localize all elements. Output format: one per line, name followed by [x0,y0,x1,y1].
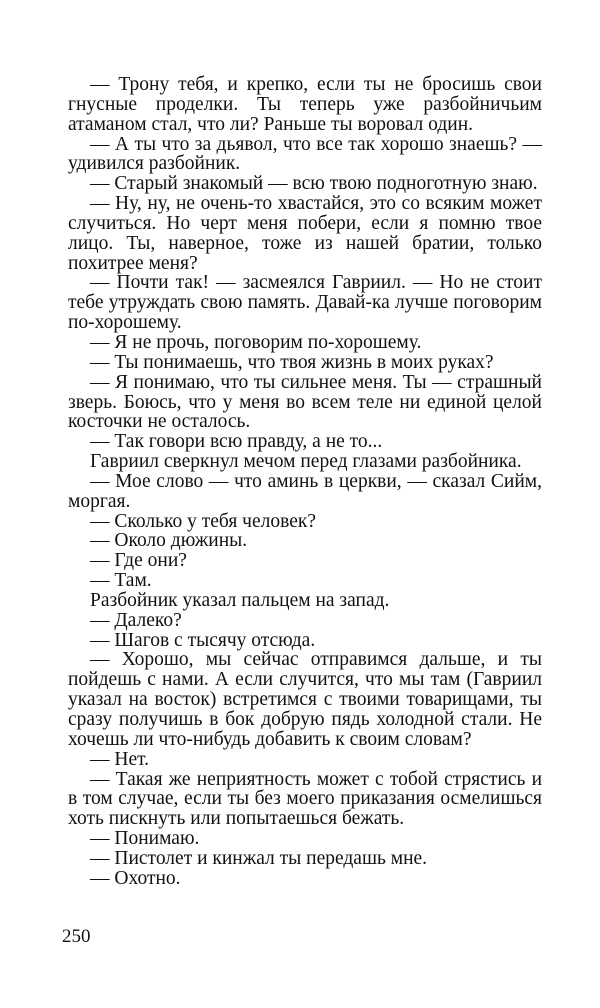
paragraph: Разбойник указал пальцем на запад. [90,589,390,611]
paragraph: — Сколько у тебя человек? [90,510,316,532]
paragraph: — Старый знакомый — всю твою подноготную знаю. [90,173,538,195]
paragraph: — Пистолет и кинжал ты передашь мне. [90,847,428,869]
paragraph: — А ты что за дьявол, что все так хорошо знаешь? — удивился разбойник. [68,133,542,175]
paragraph: — Охотно. [90,867,181,889]
paragraph: — Ты понимаешь, что твоя жизнь в моих руках? [90,351,494,373]
paragraph: — Далеко? [90,609,182,631]
paragraph: — Там. [90,570,152,592]
paragraph: — Почти так! — засмеялся Гавриил. — Но не стоит тебе утруждать свою память. Давай-ка лучше поговорим по-хорошему. [68,272,542,334]
paragraph: — Я понимаю, что ты сильнее меня. Ты — страшный зверь. Боюсь, что у меня во всем теле ни единой целой косточки не осталось. [68,371,542,433]
paragraph: — Нет. [90,748,150,770]
paragraph: — Шагов с тысячу отсюда. [90,629,316,651]
paragraph: — Около дюжины. [90,530,248,552]
paragraph: — Ну, ну, не очень-то хвастайся, это со всяким может случиться. Но черт меня побери, если я помню твое лицо. Ты, наверное, тоже из нашей братии, только похитрее меня? [68,193,542,274]
paragraph: — Такая же неприятность может с тобой стрястись и в том случае, если ты без моего приказания осмелишься хоть пискнуть или попытаешься бежать. [68,768,542,830]
paragraph: — Понимаю. [90,828,200,850]
paragraph: — Хорошо, мы сейчас отправимся дальше, и ты пойдешь с нами. А если случится, что мы там (Гавриил указал на восток) встретимся с твоими товарищами, ты сразу получишь в бок добрую пядь холодной стали. Не хочешь ли что-нибудь добавить к своим словам? [68,649,542,750]
paragraph: — Так говори всю правду, а не то... [90,431,383,453]
paragraph: — Я не прочь, поговорим по-хорошему. [90,331,422,353]
book-page-text [68,75,542,889]
paragraph: — Трону тебя, и крепко, если ты не бросишь свои гнусные проделки. Ты теперь уже разбойничьим атаманом стал, что ли? Раньше ты воровал один. [68,74,542,135]
paragraph: — Где они? [90,550,187,572]
paragraph: Гавриил сверкнул мечом перед глазами разбойника. [90,451,522,473]
page-number: 250 [62,926,91,947]
paragraph: — Мое слово — что аминь в церкви, — сказал Сийм, моргая. [68,470,542,512]
